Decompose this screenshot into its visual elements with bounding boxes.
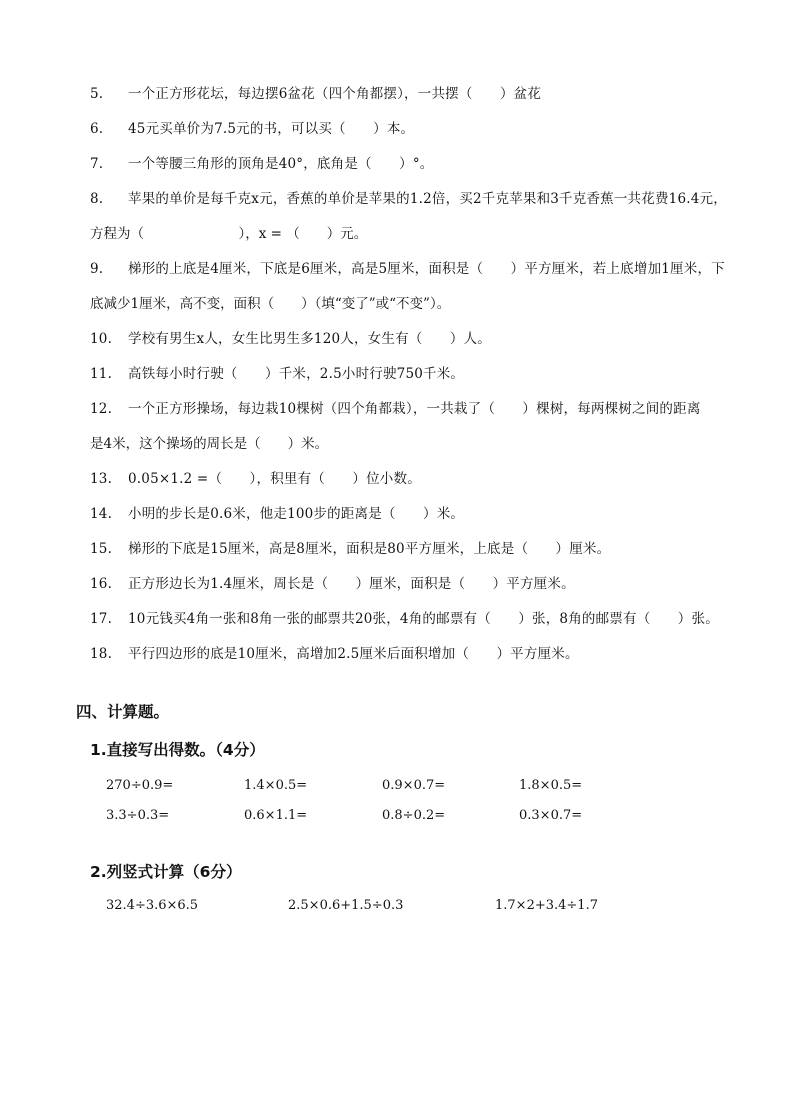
question-7: [90, 152, 433, 172]
question-number: 18.: [90, 646, 113, 662]
question-15: [90, 537, 610, 557]
subsection-direct-title: 1.直接写出得数。（4分）: [90, 741, 265, 759]
question-12: [90, 397, 701, 417]
question-5: [90, 82, 541, 102]
vertical-calc-item: 32.4÷3.6×6.5: [106, 898, 199, 913]
question-6: [90, 117, 414, 137]
question-text: 一个正方形花坛，每边摆6盆花（四个角都摆），一共摆（ ）盆花: [128, 86, 542, 102]
question-number: 8.: [90, 191, 104, 207]
section-title: 四、计算题。: [76, 703, 170, 721]
calc-item: 3.3÷0.3=: [106, 808, 170, 823]
calc-item: 1.8×0.5=: [519, 778, 583, 793]
question-number: 17.: [90, 611, 113, 627]
question-13: [90, 467, 421, 487]
question-18: [90, 642, 579, 662]
question-9-continuation: 底减少1厘米，高不变，面积（ ）（填“变了”或“不变”）。: [90, 296, 451, 312]
question-number: 12.: [90, 401, 113, 417]
question-text: 45元买单价为7.5元的书，可以买（ ）本。: [128, 121, 415, 137]
question-text: 苹果的单价是每千克x元，香蕉的单价是苹果的1.2倍，买2千克苹果和3千克香蕉一共花费16.4元，: [128, 191, 727, 207]
calc-item: 0.8÷0.2=: [382, 808, 446, 823]
question-number: 13.: [90, 471, 113, 487]
question-text: 平行四边形的底是10厘米，高增加2.5厘米后面积增加（ ）平方厘米。: [128, 646, 579, 662]
question-text: 高铁每小时行驶（ ）千米，2.5小时行驶750千米。: [128, 366, 465, 382]
question-8: [90, 187, 727, 207]
question-number: 16.: [90, 576, 113, 592]
question-11: [90, 362, 464, 382]
question-text: 正方形边长为1.4厘米，周长是（ ）厘米，面积是（ ）平方厘米。: [128, 576, 575, 592]
question-text: 一个等腰三角形的顶角是40°，底角是（ ）°。: [128, 156, 434, 172]
question-text: 0.05×1.2 =（ ），积里有（ ）位小数。: [128, 471, 421, 487]
question-14: [90, 502, 464, 522]
question-number: 15.: [90, 541, 113, 557]
question-10: [90, 327, 491, 347]
subsection-vertical-title: 2.列竖式计算（6分）: [90, 863, 242, 881]
question-number: 10.: [90, 331, 113, 347]
question-16: [90, 572, 575, 592]
question-number: 7.: [90, 156, 104, 172]
question-number: 6.: [90, 121, 104, 137]
question-12-continuation: 是4米，这个操场的周长是（ ）米。: [90, 436, 329, 452]
vertical-calc-item: 1.7×2+3.4÷1.7: [495, 898, 598, 913]
question-text: 学校有男生x人，女生比男生多120人，女生有（ ）人。: [128, 331, 491, 347]
question-text: 梯形的下底是15厘米，高是8厘米，面积是80平方厘米，上底是（ ）厘米。: [128, 541, 611, 557]
question-number: 9.: [90, 261, 104, 277]
question-text: 一个正方形操场，每边栽10棵树（四个角都栽），一共栽了（ ）棵树，每两棵树之间的距离: [128, 401, 701, 417]
question-number: 5.: [90, 86, 104, 102]
question-number: 11.: [90, 366, 113, 382]
vertical-calc-item: 2.5×0.6+1.5÷0.3: [288, 898, 404, 913]
question-text: 10元钱买4角一张和8角一张的邮票共20张，4角的邮票有（ ）张，8角的邮票有（ ）张。: [128, 611, 719, 627]
calc-item: 0.6×1.1=: [244, 808, 308, 823]
question-8-continuation: 方程为（ ），x = （ ）元。: [90, 226, 368, 242]
question-9: [90, 257, 725, 277]
question-text: 梯形的上底是4厘米，下底是6厘米，高是5厘米，面积是（ ）平方厘米，若上底增加1厘米，下: [128, 261, 725, 277]
calc-item: 0.3×0.7=: [519, 808, 583, 823]
calc-item: 0.9×0.7=: [382, 778, 446, 793]
calc-item: 270÷0.9=: [106, 778, 174, 793]
question-number: 14.: [90, 506, 113, 522]
question-17: [90, 607, 719, 627]
question-text: 小明的步长是0.6米，他走100步的距离是（ ）米。: [128, 506, 465, 522]
calc-item: 1.4×0.5=: [244, 778, 308, 793]
